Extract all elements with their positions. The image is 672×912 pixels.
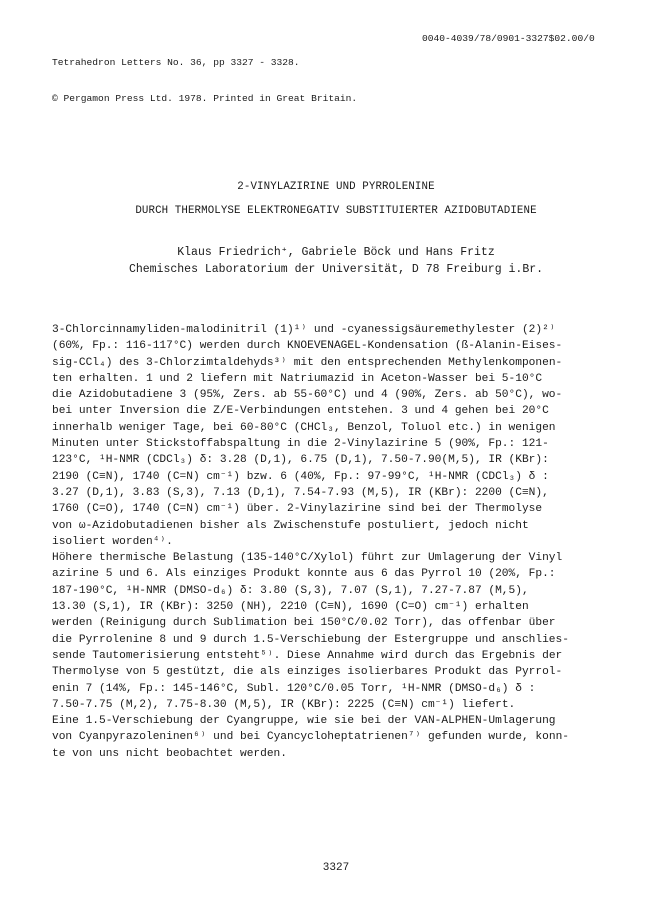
body-text-line: (60%, Fp.: 116-117°C) werden durch KNOEVENAGEL-Kondensation (ß-Alanin-Eises- (52, 340, 563, 353)
body-text-line: sende Tautomerisierung entsteht⁵⁾. Diese Annahme wird durch das Ergebnis der (52, 649, 563, 662)
body-text-line: te von uns nicht beobachtet werden. (52, 747, 287, 760)
article-title-line-1: 2-VINYLAZIRINE UND PYRROLENINE (237, 181, 435, 193)
body-text-line: isoliert worden⁴⁾. (52, 535, 173, 548)
body-text-line: innerhalb weniger Tage, bei 60-80°C (CHCl₃, Benzol, Toluol etc.) in wenigen (52, 421, 556, 434)
journal-header (52, 33, 357, 129)
body-text-line: 13.30 (S,1), IR (KBr): 3250 (NH), 2210 (C≡N), 1690 (C=O) cm⁻¹) erhalten (52, 601, 529, 614)
page-number: 3327 (322, 862, 350, 874)
body-text-line: die Azidobutadiene 3 (95%, Zers. ab 55-60°C) und 4 (90%, Zers. ab 50°C), wo- (52, 389, 563, 402)
body-text-line: 3.27 (D,1), 3.83 (S,3), 7.13 (D,1), 7.54-7.93 (M,5), IR (KBr): 2200 (C≡N), (52, 486, 549, 499)
body-text-line: 7.50-7.75 (M,2), 7.75-8.30 (M,5), IR (KBr): 2225 (C≡N) cm⁻¹) liefert. (52, 698, 516, 711)
body-text-line: Eine 1.5-Verschiebung der Cyangruppe, wie sie bei der VAN-ALPHEN-Umlagerung (52, 715, 556, 728)
article-title-line-2: DURCH THERMOLYSE ELEKTRONEGATIV SUBSTITUIERTER AZIDOBUTADIENE (135, 205, 537, 217)
body-text-line: die Pyrrolenine 8 und 9 durch 1.5-Verschiebung der Estergruppe und anschlies- (52, 633, 569, 646)
body-text-line: von ω-Azidobutadienen bisher als Zwischenstufe postuliert, jedoch nicht (52, 519, 529, 532)
body-text-line: bei unter Inversion die Z/E-Verbindungen entstehen. 3 und 4 gehen bei 20°C (52, 405, 549, 418)
body-text-line: Thermolyse von 5 gestützt, die als einziges isolierbares Produkt das Pyrrol- (52, 666, 563, 679)
body-text-line: Höhere thermische Belastung (135-140°C/Xylol) führt zur Umlagerung der Vinyl (52, 552, 563, 565)
body-text-line: Minuten unter Stickstoffabspaltung in die 2-Vinylazirine 5 (90%, Fp.: 121- (52, 438, 549, 451)
body-text-line: sig-CCl₄) des 3-Chlorzimtaldehyds³⁾ mit den entsprechenden Methylenkomponen- (52, 356, 563, 369)
body-text-line: 1760 (C=O), 1740 (C=N) cm⁻¹) über. 2-Vinylazirine sind bei der Thermolyse (52, 503, 543, 516)
body-text-line: 3-Chlorcinnamyliden-malodinitril (1)¹⁾ und -cyanessigsäuremethylester (2)²⁾ (52, 324, 556, 336)
body-text-line: 123°C, ¹H-NMR (CDCl₃) δ: 3.28 (D,1), 6.75 (D,1), 7.50-7.90(M,5), IR (KBr): (52, 454, 549, 467)
copyright-notice: © Pergamon Press Ltd. 1978. Printed in Great Britain. (52, 93, 358, 104)
body-text-line: ten erhalten. 1 und 2 liefern mit Natriumazid in Aceton-Wasser bei 5-10°C (52, 372, 543, 385)
article-code: 0040-4039/78/0901-3327$02.00/0 (422, 33, 595, 44)
journal-citation: Tetrahedron Letters No. 36, pp 3327 - 3328. (52, 57, 300, 68)
article-body (52, 322, 632, 762)
body-text-line: azirine 5 und 6. Als einziges Produkt konnte aus 6 das Pyrrol 10 (20%, Fp.: (52, 568, 556, 581)
author-list: Klaus Friedrich⁺, Gabriele Böck und Hans Fritz (177, 246, 495, 259)
body-text-line: enin 7 (14%, Fp.: 145-146°C, Subl. 120°C/0.05 Torr, ¹H-NMR (DMSO-d₆) δ : (52, 682, 536, 695)
affiliation: Chemisches Laboratorium der Universität, D 78 Freiburg i.Br. (128, 263, 544, 276)
body-text-line: werden (Reinigung durch Sublimation bei 150°C/0.02 Torr), das offenbar über (52, 617, 556, 630)
body-text-line: 187-190°C, ¹H-NMR (DMSO-d₆) δ: 3.80 (S,3), 7.07 (S,1), 7.27-7.87 (M,5), (52, 584, 529, 597)
body-text-line: 2190 (C≡N), 1740 (C=N) cm⁻¹) bzw. 6 (40%, Fp.: 97-99°C, ¹H-NMR (CDCl₃) δ : (52, 470, 549, 483)
body-text-line: von Cyanpyrazoleninen⁶⁾ und bei Cyancycloheptatrienen⁷⁾ gefunden wurde, konn- (52, 731, 569, 744)
